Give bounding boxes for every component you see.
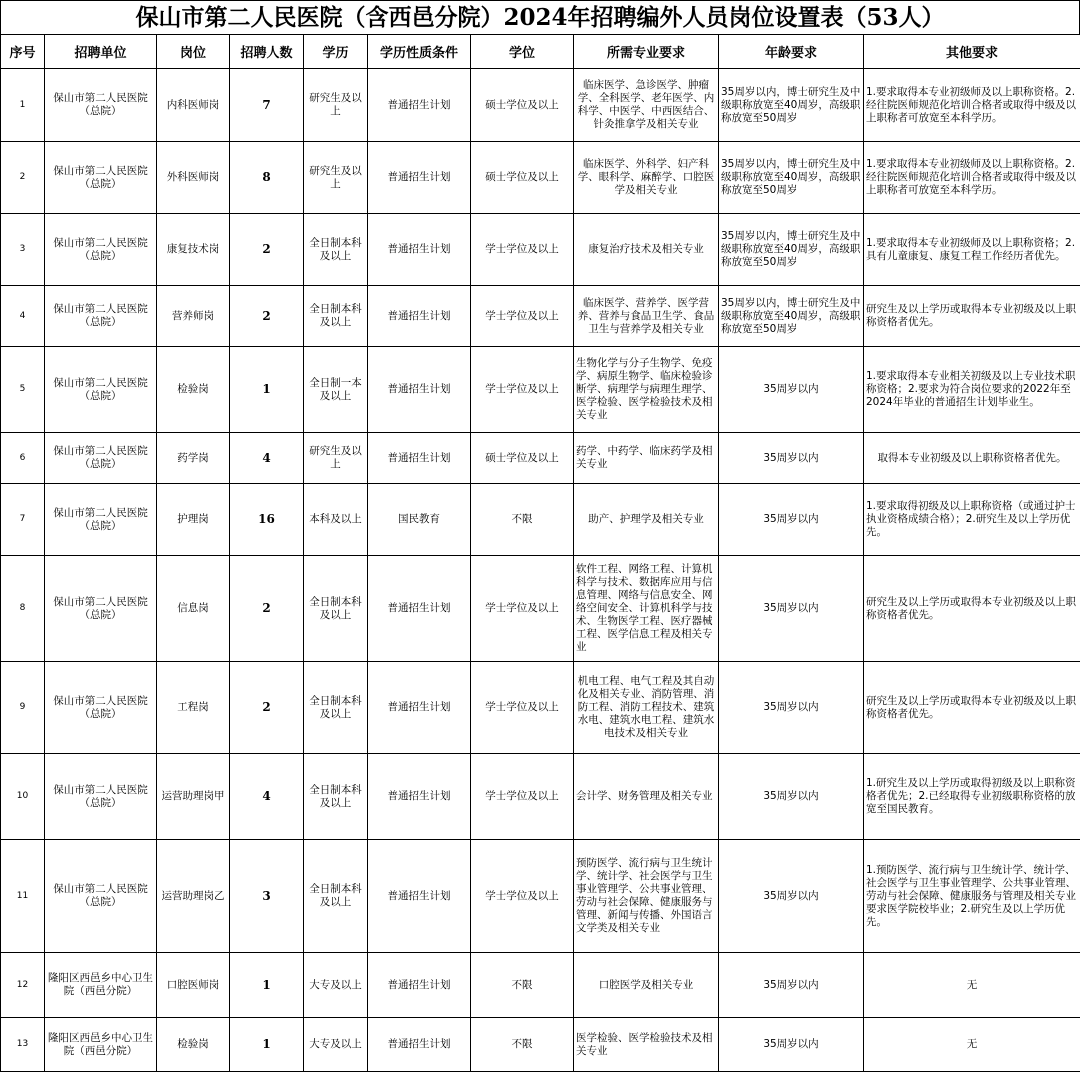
cell-unit: 隆阳区西邑乡中心卫生院（西邑分院） [45, 953, 157, 1018]
cell-post: 运营助理岗甲 [157, 754, 230, 840]
cell-major: 预防医学、流行病与卫生统计学、统计学、社会医学与卫生事业管理学、公共事业管理、劳动与社会保障、健康服务与管理、新闻与传播、外国语言文学类及相关专业 [574, 840, 719, 953]
table-row [1, 433, 1080, 484]
cell-education: 全日制本科及以上 [304, 754, 368, 840]
cell-degree: 硕士学位及以上 [471, 142, 574, 214]
cell-age: 35周岁以内 [719, 433, 864, 484]
cell-count: 4 [230, 433, 304, 484]
cell-count: 8 [230, 142, 304, 214]
cell-education-type: 普通招生计划 [368, 286, 471, 347]
cell-count: 3 [230, 840, 304, 953]
cell-age: 35周岁以内，博士研究生及中级职称放宽至40周岁，高级职称放宽至50周岁 [719, 142, 864, 214]
table-row [1, 754, 1080, 840]
cell-post: 康复技术岗 [157, 214, 230, 286]
header-education-type: 学历性质条件 [368, 35, 471, 69]
table-header-row [1, 35, 1080, 69]
cell-count: 2 [230, 214, 304, 286]
cell-unit: 保山市第二人民医院（总院） [45, 347, 157, 433]
cell-count: 16 [230, 484, 304, 556]
cell-seq: 7 [1, 484, 45, 556]
cell-unit: 保山市第二人民医院（总院） [45, 286, 157, 347]
cell-education: 全日制一本及以上 [304, 347, 368, 433]
cell-age: 35周岁以内 [719, 1018, 864, 1072]
cell-unit: 隆阳区西邑乡中心卫生院（西邑分院） [45, 1018, 157, 1072]
table-row [1, 484, 1080, 556]
cell-other: 1.要求取得本专业初级师及以上职称资格。2.经往院医师规范化培训合格者或取得中级及以上职称者可放宽至本科学历。 [864, 142, 1080, 214]
cell-education: 全日制本科及以上 [304, 662, 368, 754]
table-row [1, 286, 1080, 347]
cell-major: 临床医学、外科学、妇产科学、眼科学、麻醉学、口腔医学及相关专业 [574, 142, 719, 214]
cell-other: 研究生及以上学历或取得本专业初级及以上职称资格者优先。 [864, 662, 1080, 754]
cell-education: 研究生及以上 [304, 142, 368, 214]
cell-education-type: 普通招生计划 [368, 69, 471, 142]
cell-seq: 9 [1, 662, 45, 754]
cell-count: 2 [230, 286, 304, 347]
cell-count: 2 [230, 556, 304, 662]
cell-seq: 2 [1, 142, 45, 214]
cell-major: 药学、中药学、临床药学及相关专业 [574, 433, 719, 484]
cell-seq: 6 [1, 433, 45, 484]
cell-education: 全日制本科及以上 [304, 286, 368, 347]
table-row [1, 953, 1080, 1018]
table-row [1, 347, 1080, 433]
cell-major: 医学检验、医学检验技术及相关专业 [574, 1018, 719, 1072]
cell-education-type: 普通招生计划 [368, 214, 471, 286]
cell-other: 1.要求取得初级及以上职称资格（或通过护士执业资格成绩合格）；2.研究生及以上学历优先。 [864, 484, 1080, 556]
cell-unit: 保山市第二人民医院（总院） [45, 754, 157, 840]
cell-other: 1.预防医学、流行病与卫生统计学、统计学、社会医学与卫生事业管理学、公共事业管理、劳动与社会保障、健康服务与管理及相关专业要求医学院校毕业；2.研究生及以上学历优先。 [864, 840, 1080, 953]
cell-post: 护理岗 [157, 484, 230, 556]
cell-education: 全日制本科及以上 [304, 214, 368, 286]
cell-unit: 保山市第二人民医院（总院） [45, 142, 157, 214]
cell-education-type: 普通招生计划 [368, 347, 471, 433]
cell-unit: 保山市第二人民医院（总院） [45, 433, 157, 484]
cell-major: 康复治疗技术及相关专业 [574, 214, 719, 286]
cell-major: 软件工程、网络工程、计算机科学与技术、数据库应用与信息管理、网络与信息安全、网络空间安全、计算机科学与技术、生物医学工程、医疗器械工程、医学信息工程及相关专业 [574, 556, 719, 662]
header-major: 所需专业要求 [574, 35, 719, 69]
cell-seq: 3 [1, 214, 45, 286]
cell-education: 研究生及以上 [304, 433, 368, 484]
cell-count: 1 [230, 953, 304, 1018]
table-row [1, 214, 1080, 286]
cell-education: 大专及以上 [304, 1018, 368, 1072]
cell-age: 35周岁以内，博士研究生及中级职称放宽至40周岁，高级职称放宽至50周岁 [719, 214, 864, 286]
cell-seq: 8 [1, 556, 45, 662]
cell-degree: 学士学位及以上 [471, 662, 574, 754]
cell-degree: 学士学位及以上 [471, 840, 574, 953]
cell-education-type: 普通招生计划 [368, 433, 471, 484]
cell-degree: 学士学位及以上 [471, 754, 574, 840]
table-row [1, 69, 1080, 142]
cell-seq: 13 [1, 1018, 45, 1072]
cell-education-type: 普通招生计划 [368, 953, 471, 1018]
header-post: 岗位 [157, 35, 230, 69]
cell-education-type: 普通招生计划 [368, 142, 471, 214]
cell-education: 大专及以上 [304, 953, 368, 1018]
cell-unit: 保山市第二人民医院（总院） [45, 69, 157, 142]
cell-unit: 保山市第二人民医院（总院） [45, 214, 157, 286]
cell-age: 35周岁以内 [719, 840, 864, 953]
cell-post: 外科医师岗 [157, 142, 230, 214]
cell-education-type: 普通招生计划 [368, 840, 471, 953]
cell-education: 研究生及以上 [304, 69, 368, 142]
cell-major: 口腔医学及相关专业 [574, 953, 719, 1018]
cell-count: 2 [230, 662, 304, 754]
table-row [1, 662, 1080, 754]
header-seq: 序号 [1, 35, 45, 69]
cell-post: 检验岗 [157, 1018, 230, 1072]
cell-major: 机电工程、电气工程及其自动化及相关专业、消防管理、消防工程、消防工程技术、建筑水电、建筑水电工程、建筑水电技术及相关专业 [574, 662, 719, 754]
cell-degree: 硕士学位及以上 [471, 69, 574, 142]
cell-education: 本科及以上 [304, 484, 368, 556]
cell-degree: 硕士学位及以上 [471, 433, 574, 484]
cell-other: 取得本专业初级及以上职称资格者优先。 [864, 433, 1080, 484]
table-row [1, 556, 1080, 662]
cell-post: 运营助理岗乙 [157, 840, 230, 953]
header-count: 招聘人数 [230, 35, 304, 69]
header-unit: 招聘单位 [45, 35, 157, 69]
table-row [1, 1018, 1080, 1072]
cell-count: 7 [230, 69, 304, 142]
cell-education-type: 普通招生计划 [368, 1018, 471, 1072]
cell-post: 口腔医师岗 [157, 953, 230, 1018]
cell-age: 35周岁以内 [719, 953, 864, 1018]
cell-age: 35周岁以内 [719, 754, 864, 840]
cell-other: 无 [864, 953, 1080, 1018]
cell-post: 信息岗 [157, 556, 230, 662]
cell-degree: 学士学位及以上 [471, 214, 574, 286]
cell-seq: 10 [1, 754, 45, 840]
cell-seq: 4 [1, 286, 45, 347]
page-title: 保山市第二人民医院（含西邑分院）2024年招聘编外人员岗位设置表（53人） [0, 0, 1080, 34]
cell-other: 研究生及以上学历或取得本专业初级及以上职称资格者优先。 [864, 556, 1080, 662]
cell-major: 生物化学与分子生物学、免疫学、病原生物学、临床检验诊断学、病理学与病理生理学、医学检验、医学检验技术及相关专业 [574, 347, 719, 433]
cell-unit: 保山市第二人民医院（总院） [45, 556, 157, 662]
cell-count: 1 [230, 347, 304, 433]
cell-degree: 学士学位及以上 [471, 286, 574, 347]
cell-seq: 12 [1, 953, 45, 1018]
cell-age: 35周岁以内 [719, 662, 864, 754]
cell-unit: 保山市第二人民医院（总院） [45, 484, 157, 556]
cell-seq: 5 [1, 347, 45, 433]
cell-education: 全日制本科及以上 [304, 556, 368, 662]
cell-other: 无 [864, 1018, 1080, 1072]
cell-post: 检验岗 [157, 347, 230, 433]
cell-education-type: 国民教育 [368, 484, 471, 556]
cell-other: 研究生及以上学历或取得本专业初级及以上职称资格者优先。 [864, 286, 1080, 347]
cell-seq: 1 [1, 69, 45, 142]
cell-post: 内科医师岗 [157, 69, 230, 142]
cell-degree: 不限 [471, 953, 574, 1018]
cell-post: 营养师岗 [157, 286, 230, 347]
cell-age: 35周岁以内 [719, 347, 864, 433]
cell-age: 35周岁以内，博士研究生及中级职称放宽至40周岁，高级职称放宽至50周岁 [719, 69, 864, 142]
cell-post: 工程岗 [157, 662, 230, 754]
cell-degree: 不限 [471, 1018, 574, 1072]
cell-major: 会计学、财务管理及相关专业 [574, 754, 719, 840]
cell-count: 1 [230, 1018, 304, 1072]
cell-post: 药学岗 [157, 433, 230, 484]
header-degree: 学位 [471, 35, 574, 69]
cell-count: 4 [230, 754, 304, 840]
cell-major: 临床医学、急诊医学、肿瘤学、全科医学、老年医学、内科学、中医学、中西医结合、针灸推拿学及相关专业 [574, 69, 719, 142]
cell-age: 35周岁以内 [719, 556, 864, 662]
table-row [1, 142, 1080, 214]
cell-education: 全日制本科及以上 [304, 840, 368, 953]
cell-other: 1.要求取得本专业初级师及以上职称资格。2.经往院医师规范化培训合格者或取得中级及以上职称者可放宽至本科学历。 [864, 69, 1080, 142]
header-age: 年龄要求 [719, 35, 864, 69]
cell-education-type: 普通招生计划 [368, 662, 471, 754]
cell-age: 35周岁以内，博士研究生及中级职称放宽至40周岁，高级职称放宽至50周岁 [719, 286, 864, 347]
cell-unit: 保山市第二人民医院（总院） [45, 662, 157, 754]
cell-degree: 不限 [471, 484, 574, 556]
cell-degree: 学士学位及以上 [471, 556, 574, 662]
cell-other: 1.研究生及以上学历或取得初级及以上职称资格者优先；2.已经取得专业初级职称资格的放宽至国民教育。 [864, 754, 1080, 840]
cell-degree: 学士学位及以上 [471, 347, 574, 433]
table-row [1, 840, 1080, 953]
cell-unit: 保山市第二人民医院（总院） [45, 840, 157, 953]
cell-seq: 11 [1, 840, 45, 953]
cell-age: 35周岁以内 [719, 484, 864, 556]
cell-other: 1.要求取得本专业初级师及以上职称资格；2.具有儿童康复、康复工程工作经历者优先。 [864, 214, 1080, 286]
cell-major: 助产、护理学及相关专业 [574, 484, 719, 556]
header-other: 其他要求 [864, 35, 1080, 69]
cell-education-type: 普通招生计划 [368, 556, 471, 662]
cell-other: 1.要求取得本专业相关初级及以上专业技术职称资格；2.要求为符合岗位要求的2022年至2024年毕业的普通招生计划毕业生。 [864, 347, 1080, 433]
recruitment-table [0, 34, 1080, 1072]
cell-education-type: 普通招生计划 [368, 754, 471, 840]
cell-major: 临床医学、营养学、医学营养、营养与食品卫生学、食品卫生与营养学及相关专业 [574, 286, 719, 347]
header-education: 学历 [304, 35, 368, 69]
